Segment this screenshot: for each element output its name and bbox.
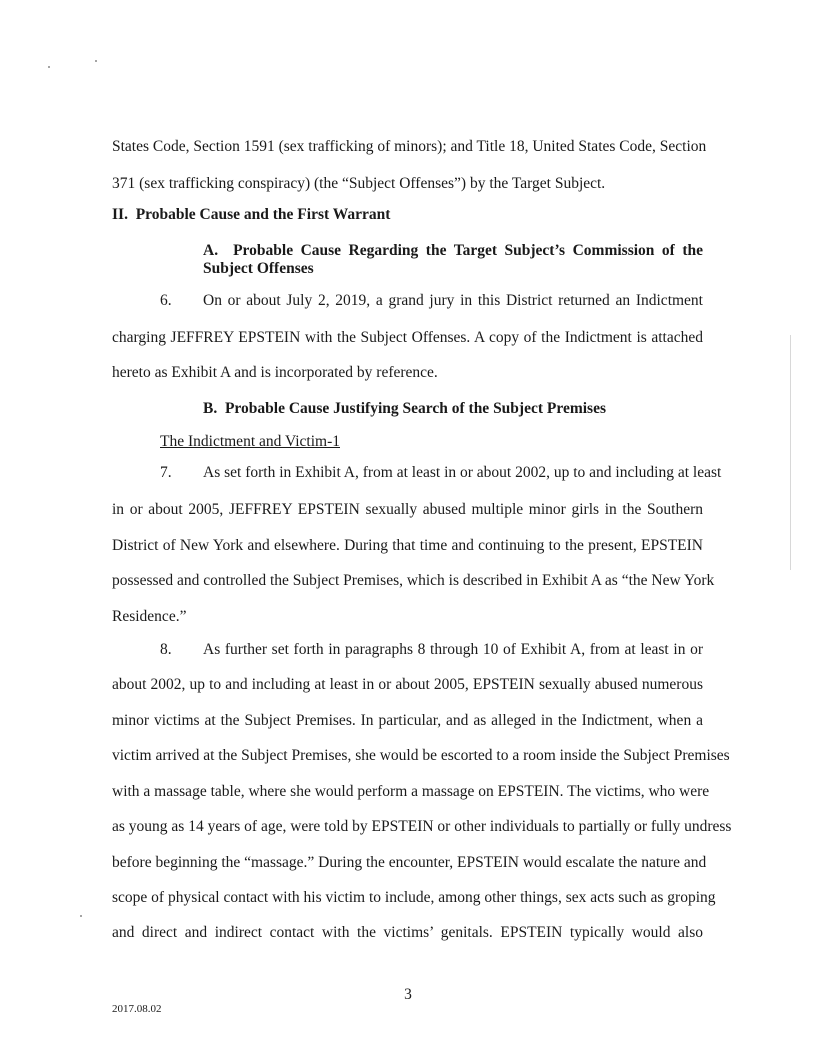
paragraph-7-line: in or about 2005, JEFFREY EPSTEIN sexually abused multiple minor girls in the Southern	[112, 501, 703, 518]
paragraph-7-line: possessed and controlled the Subject Premises, which is described in Exhibit A as “the New York	[112, 572, 715, 589]
paragraph-number: 8.	[160, 641, 172, 658]
paragraph-6-line	[160, 292, 703, 310]
paragraph-text: On or about July 2, 2019, a grand jury in this District returned an Indictment	[203, 292, 703, 309]
text-line: States Code, Section 1591 (sex trafficking of minors); and Title 18, United States Code, Section	[112, 138, 707, 155]
paragraph-8-line: and direct and indirect contact with the victims’ genitals. EPSTEIN typically would also	[112, 924, 703, 941]
paragraph-8-line: victim arrived at the Subject Premises, she would be escorted to a room inside the Subject Premises	[112, 747, 730, 764]
paragraph-8-line: as young as 14 years of age, were told by EPSTEIN or other individuals to partially or fully undress	[112, 818, 732, 835]
paragraph-number: 6.	[160, 292, 172, 309]
paragraph-number: 7.	[160, 464, 172, 481]
subsection-heading-cont: Subject Offenses	[203, 260, 314, 277]
subsection-heading: B. Probable Cause Justifying Search of the Subject Premises	[203, 400, 606, 417]
paragraph-text: As further set forth in paragraphs 8 through 10 of Exhibit A, from at least in or	[203, 641, 703, 658]
section-heading: II. Probable Cause and the First Warrant	[112, 206, 391, 223]
text-line: 371 (sex trafficking conspiracy) (the “Subject Offenses”) by the Target Subject.	[112, 175, 606, 192]
paragraph-8-line: minor victims at the Subject Premises. In particular, and as alleged in the Indictment, when a	[112, 712, 703, 729]
paragraph-7-line	[160, 464, 722, 482]
page-number: 3	[404, 986, 412, 1003]
underlined-subheading: The Indictment and Victim-1	[160, 433, 340, 450]
paragraph-8-line	[160, 641, 703, 659]
paragraph-8-line: before beginning the “massage.” During the encounter, EPSTEIN would escalate the nature and	[112, 854, 707, 871]
scan-speck	[80, 915, 82, 917]
paragraph-8-line: scope of physical contact with his victim to include, among other things, sex acts such as groping	[112, 889, 716, 906]
document-id: 2017.08.02	[112, 1003, 162, 1015]
paragraph-6-line: hereto as Exhibit A and is incorporated by reference.	[112, 364, 438, 381]
paragraph-8-line: with a massage table, where she would perform a massage on EPSTEIN. The victims, who were	[112, 783, 710, 800]
paragraph-7-line: District of New York and elsewhere. During that time and continuing to the present, EPSTEIN	[112, 537, 703, 554]
scan-speck	[48, 66, 50, 68]
paragraph-6-line: charging JEFFREY EPSTEIN with the Subject Offenses. A copy of the Indictment is attached	[112, 329, 703, 346]
scan-speck	[95, 60, 97, 62]
subsection-heading: A. Probable Cause Regarding the Target Subject’s Commission of the	[203, 242, 703, 259]
paragraph-text: As set forth in Exhibit A, from at least in or about 2002, up to and including at least	[203, 464, 722, 481]
paragraph-7-line: Residence.”	[112, 608, 187, 625]
scan-edge-line	[790, 335, 791, 570]
paragraph-8-line: about 2002, up to and including at least in or about 2005, EPSTEIN sexually abused numerous	[112, 676, 703, 693]
